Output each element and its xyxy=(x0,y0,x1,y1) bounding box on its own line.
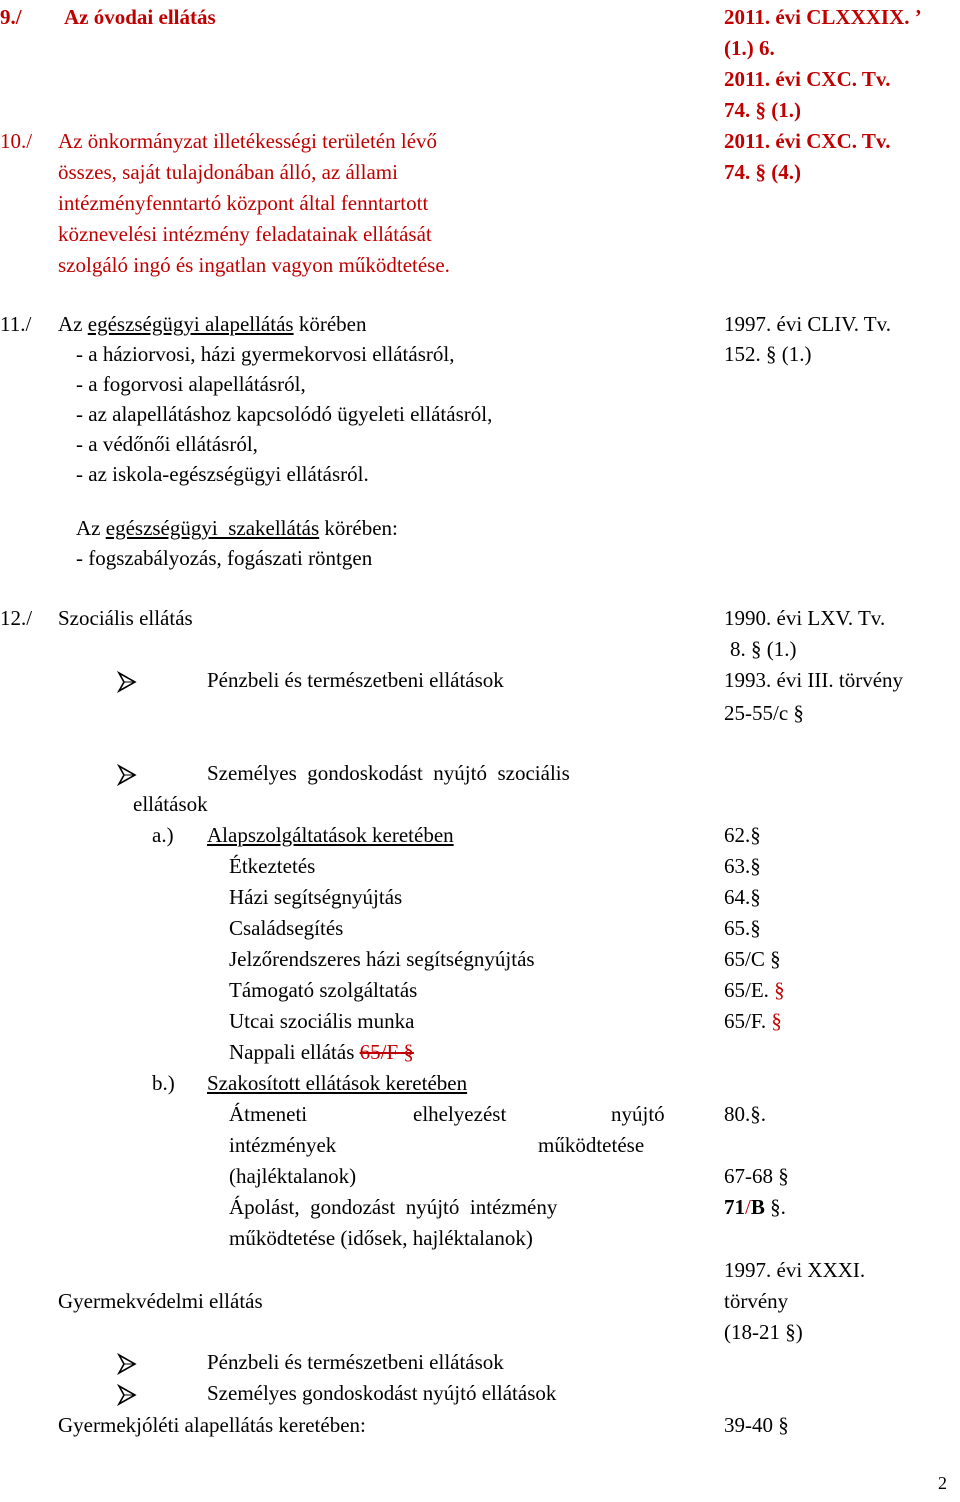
page-number: 2 xyxy=(938,1473,947,1493)
subsection-b-label: b.) xyxy=(152,1071,175,1095)
section-9-ref-line4: 74. § (1.) xyxy=(724,98,801,122)
section-11-ref-line1: 1997. évi CLIV. Tv. xyxy=(724,312,892,336)
arrow-bullet-icon xyxy=(116,764,138,786)
basic-service-ref: 65/E. § xyxy=(724,978,785,1002)
residential-item1-line3: (hajléktalanok) xyxy=(229,1164,357,1188)
basic-service-name: Utcai szociális munka xyxy=(229,1009,415,1033)
residential-item1-ref1: 80.§. xyxy=(724,1102,766,1126)
subsection-b-title: Szakosított ellátások keretében xyxy=(207,1071,468,1095)
section-10-ref-line2: 74. § (4.) xyxy=(724,160,801,184)
basic-service-name: Jelzőrendszeres házi segítségnyújtás xyxy=(229,947,535,971)
child-protection-ref-line1: 1997. évi XXXI. xyxy=(724,1258,866,1282)
child-protection-ref-line2: törvény xyxy=(724,1289,789,1313)
bullet-personal-care-line2: ellátások xyxy=(133,792,208,816)
section-9-number: 9./ xyxy=(0,5,22,29)
section-11-specialist-heading: Az egészségügyi szakellátás körében: xyxy=(76,516,398,540)
section-10-line2: összes, saját tulajdonában álló, az állami xyxy=(58,160,398,184)
section-12-ref-line2: 8. § (1.) xyxy=(730,637,797,661)
section-11-specialist-item: - fogszabályozás, fogászati röntgen xyxy=(76,546,373,570)
section-11-item-5: - az iskola-egészségügyi ellátásról. xyxy=(76,462,369,486)
basic-service-name: Étkeztetés xyxy=(229,854,316,878)
basic-service-name: Családsegítés xyxy=(229,916,344,940)
subsection-a-title: Alapszolgáltatások keretében xyxy=(207,823,454,847)
basic-service-ref: 65/F. § xyxy=(724,1009,782,1033)
child-personal-care: Személyes gondoskodást nyújtó ellátások xyxy=(207,1381,557,1405)
section-9-ref-line2: (1.) 6. xyxy=(724,36,775,60)
section-11-ref-line2: 152. § (1.) xyxy=(724,342,812,366)
section-10-line1: Az önkormányzat illetékességi területén lévő xyxy=(58,129,438,153)
bullet-cash-benefits-ref2: 25-55/c § xyxy=(724,701,804,725)
residential-item1-word: működtetése xyxy=(538,1133,645,1157)
residential-item1-word: nyújtó xyxy=(611,1102,665,1126)
residential-item2-ref: 71/B §. xyxy=(724,1195,786,1219)
section-11-intro: Az egészségügyi alapellátás körében xyxy=(58,312,367,336)
basic-service-ref: 65/C § xyxy=(724,947,781,971)
residential-item2-line1: Ápolást, gondozást nyújtó intézmény xyxy=(229,1195,558,1219)
section-9-ref-line1: 2011. évi CLXXXIX. ’ xyxy=(724,5,922,29)
section-12-title: Szociális ellátás xyxy=(58,606,193,630)
child-welfare-basic-ref: 39-40 § xyxy=(724,1413,789,1437)
arrow-bullet-icon xyxy=(116,671,138,693)
section-9-title: Az óvodai ellátás xyxy=(64,5,216,29)
basic-service-name: Támogató szolgáltatás xyxy=(229,978,418,1002)
section-12-ref-line1: 1990. évi LXV. Tv. xyxy=(724,606,886,630)
child-welfare-basic: Gyermekjóléti alapellátás keretében: xyxy=(58,1413,366,1437)
child-cash-benefits: Pénzbeli és természetbeni ellátások xyxy=(207,1350,504,1374)
section-11-item-4: - a védőnői ellátásról, xyxy=(76,432,258,456)
residential-item1-word: elhelyezést xyxy=(413,1102,507,1126)
section-11-item-1: - a háziorvosi, házi gyermekorvosi ellátásról, xyxy=(76,342,455,366)
residential-item1-word: intézmények xyxy=(229,1133,337,1157)
section-12-number: 12./ xyxy=(0,606,33,630)
section-9-ref-line3: 2011. évi CXC. Tv. xyxy=(724,67,891,91)
section-10-line3: intézményfenntartó központ által fenntartott xyxy=(58,191,429,215)
basic-service-ref: 65.§ xyxy=(724,916,761,940)
basic-service-name: Házi segítségnyújtás xyxy=(229,885,403,909)
bullet-cash-benefits: Pénzbeli és természetbeni ellátások xyxy=(207,668,504,692)
section-10-line4: köznevelési intézmény feladatainak ellátását xyxy=(58,222,432,246)
basic-service-ref: 64.§ xyxy=(724,885,761,909)
section-10-line5: szolgáló ingó és ingatlan vagyon működtetése. xyxy=(58,253,450,277)
child-protection-ref-line3: (18-21 §) xyxy=(724,1320,803,1344)
basic-service-ref: 63.§ xyxy=(724,854,761,878)
section-11-item-2: - a fogorvosi alapellátásról, xyxy=(76,372,306,396)
section-11-number: 11./ xyxy=(0,312,32,336)
section-10-number: 10./ xyxy=(0,129,33,153)
residential-item2-line2: működtetése (idősek, hajléktalanok) xyxy=(229,1226,533,1250)
bullet-cash-benefits-ref1: 1993. évi III. törvény xyxy=(724,668,904,692)
section-11-item-3: - az alapellátáshoz kapcsolódó ügyeleti ellátásról, xyxy=(76,402,493,426)
bullet-personal-care-line1: Személyes gondoskodást nyújtó szociális xyxy=(207,761,570,785)
section-10-ref-line1: 2011. évi CXC. Tv. xyxy=(724,129,891,153)
subsection-a-label: a.) xyxy=(152,823,174,847)
child-protection-title: Gyermekvédelmi ellátás xyxy=(58,1289,263,1313)
subsection-a-ref: 62.§ xyxy=(724,823,761,847)
arrow-bullet-icon xyxy=(116,1353,138,1375)
arrow-bullet-icon xyxy=(116,1384,138,1406)
residential-item1-word: Átmeneti xyxy=(229,1102,308,1126)
residential-item1-ref2: 67-68 § xyxy=(724,1164,789,1188)
deleted-ref: 65/F § xyxy=(359,1040,414,1064)
basic-service-day-care: Nappali ellátás 65/F § xyxy=(229,1040,414,1064)
